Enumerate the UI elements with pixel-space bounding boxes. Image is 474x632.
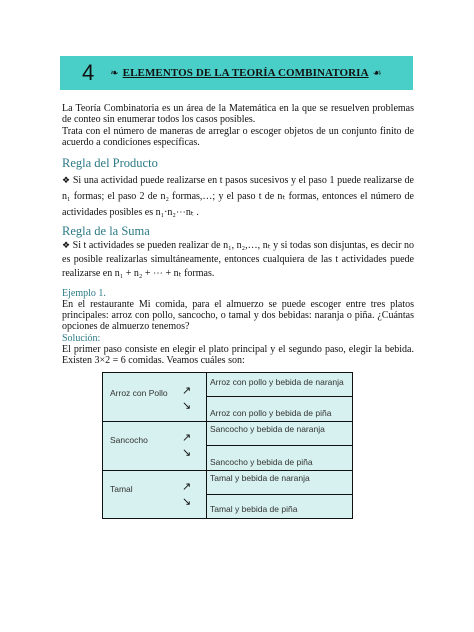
ejemplo-text: En el restaurante Mi comida, para el almuerzo se puede escoger entre tres platos principales: arroz con pollo, sancocho, o tamal y dos bebidas: naranja o piña. ¿Cuántas opciones de almuerzo tenemos?	[62, 299, 414, 332]
table-row-option: Tamal y bebida de naranja	[210, 473, 310, 483]
option-divider	[207, 396, 353, 397]
chapter-number: 4	[82, 60, 95, 85]
table-row-dish: Sancocho	[110, 435, 148, 445]
arrow-down-icon: ↘	[182, 496, 192, 508]
arrow-up-icon: ↗	[182, 481, 192, 493]
suma-paragraph	[62, 238, 414, 281]
arrow-up-icon: ↗	[182, 385, 192, 397]
table-row-option: Sancocho y bebida de naranja	[210, 424, 325, 434]
suma-heading: Regla de la Suma	[62, 224, 150, 238]
table-row-option: Arroz con pollo y bebida de naranja	[210, 377, 344, 387]
table-row-option: Tamal y bebida de piña	[210, 504, 298, 514]
arrow-up-icon: ↗	[182, 432, 192, 444]
option-divider	[207, 494, 353, 495]
chapter-banner	[60, 56, 413, 90]
ornament-left-icon: ❧	[110, 67, 119, 79]
row-divider	[102, 470, 353, 471]
suma-text: Si t actividades se pueden realizar de n₁, n₂,…, nₜ y si todas son disjuntas, es decir no es posible realizarlas simultáneamente, entonces cualquiera de las t actividades puede realizarse en n₁ + n₂ + ⋯ + nₜ formas.	[62, 240, 414, 279]
arrow-down-icon: ↘	[182, 400, 192, 412]
chapter-title: ELEMENTOS DE LA TEORÍA COMBINATORIA	[122, 67, 369, 79]
solucion-label: Solución:	[62, 333, 101, 344]
solucion-text: El primer paso consiste en elegir el plato principal y el segundo paso, elegir la bebida. Existen 3×2 = 6 comidas. Veamos cuáles son:	[62, 344, 414, 366]
option-divider	[207, 445, 353, 446]
table-row-dish: Tamal	[110, 484, 133, 494]
producto-text: Si una actividad puede realizarse en t pasos sucesivos y el paso 1 puede realizarse de n₁ formas; el paso 2 de n₂ formas,…; y el paso t de nₜ formas, entonces el número de actividades posibles es n₁·n₂⋯nₜ .	[62, 175, 414, 218]
table-row-option: Sancocho y bebida de piña	[210, 457, 313, 467]
producto-paragraph	[62, 172, 414, 221]
table-row-dish: Arroz con Pollo	[110, 388, 168, 398]
combinations-table	[102, 372, 353, 519]
intro-paragraph-1: La Teoría Combinatoria es un área de la Matemática en la que se resuelven problemas de conteo sin enumerar todos los casos posibles.	[62, 103, 414, 125]
row-divider	[102, 421, 353, 422]
arrow-down-icon: ↘	[182, 447, 192, 459]
intro-paragraph-2: Trata con el número de maneras de arreglar o escoger objetos de un conjunto finito de acuerdo a condiciones específicas.	[62, 126, 414, 148]
ejemplo-heading: Ejemplo 1.	[62, 288, 106, 299]
ornament-right-icon: ☙	[372, 67, 382, 79]
table-row-option: Arroz con pollo y bebida de piña	[210, 408, 332, 418]
bullet-icon: ❖	[62, 240, 71, 250]
bullet-icon: ❖	[62, 175, 71, 185]
producto-heading: Regla del Producto	[62, 156, 158, 170]
